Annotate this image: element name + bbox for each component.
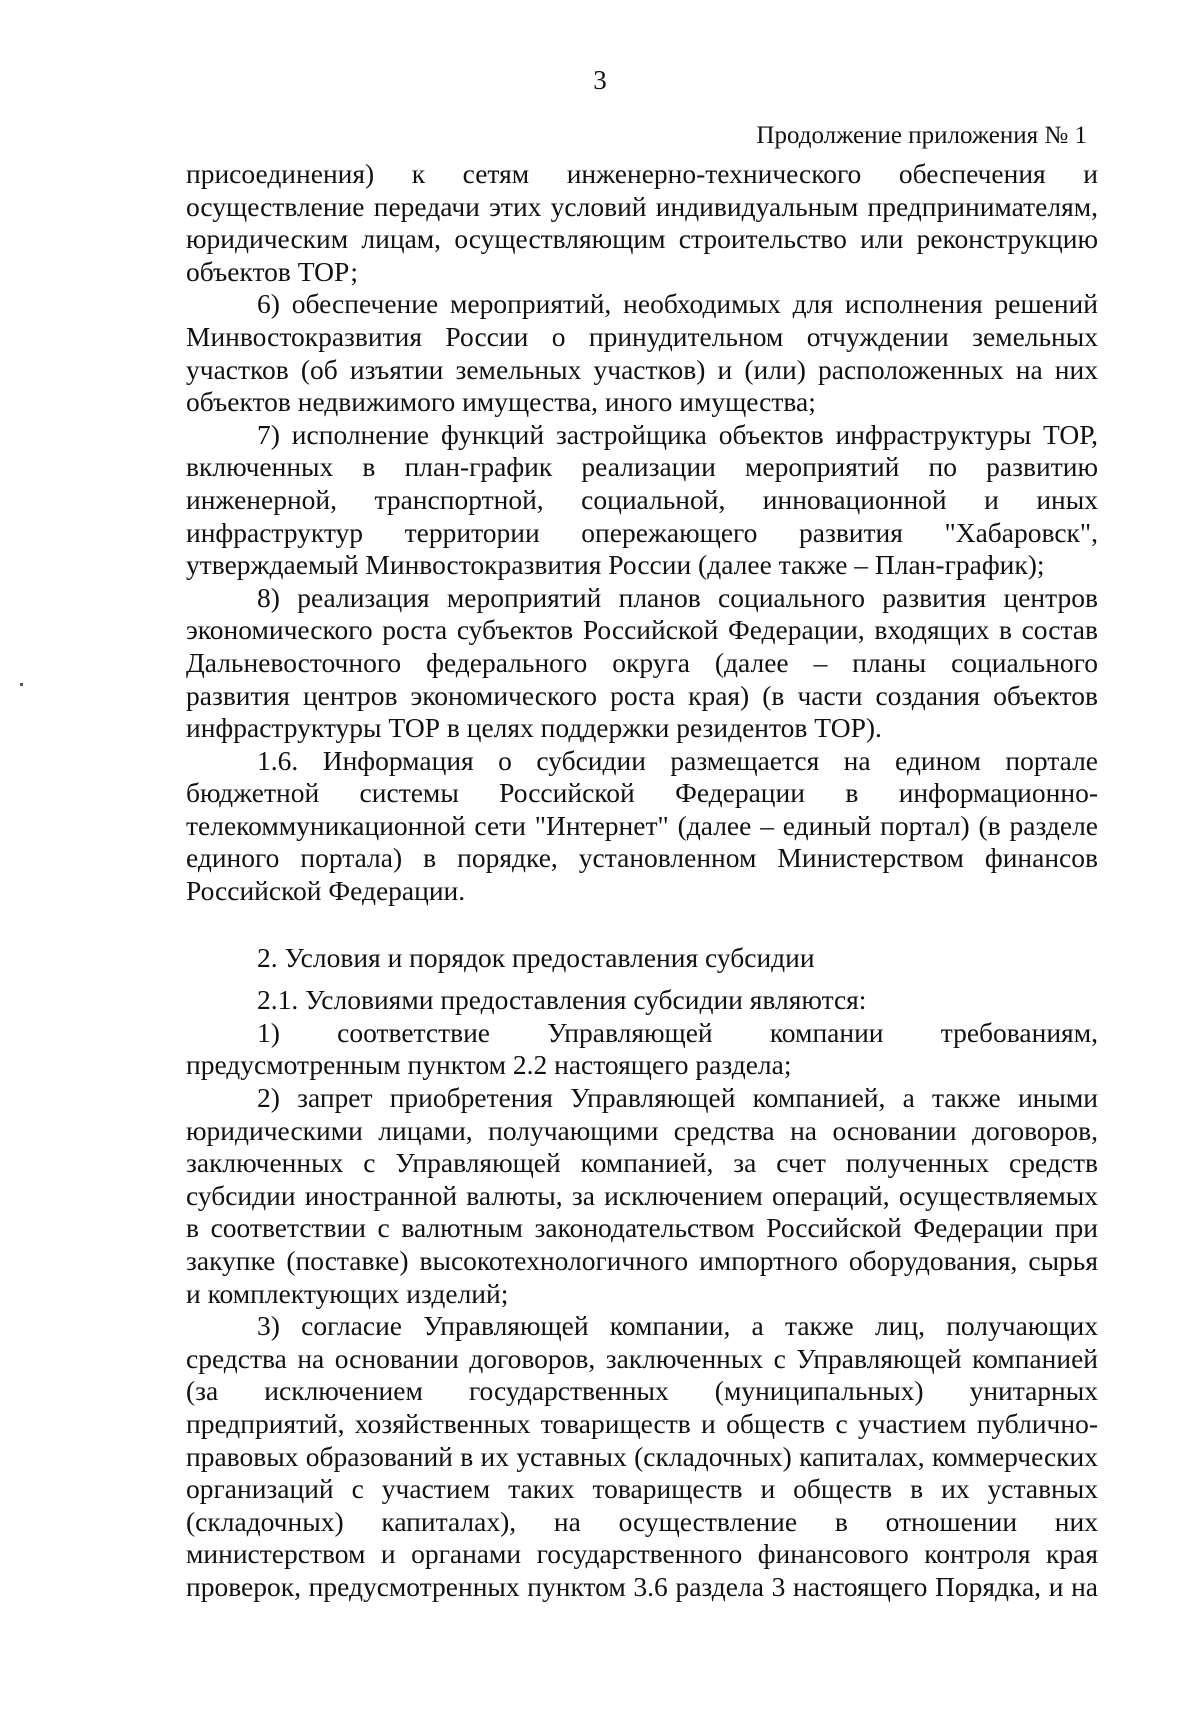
paragraph-2-1: 2.1. Условиями предоставления субсидии являются: (257, 984, 867, 1016)
paragraph-item-6: 6) обеспечение мероприятий, необходимых для исполнения решений Минвостокразвития России о принудительном отчуждении земельных участков (об изъятии земельных участков) и (или) расположенных на них объектов недвижимого имущества, иного имущества; (186, 288, 1098, 418)
paragraph-continuation: присоединения) к сетям инженерно-технического обеспечения и осуществление передачи этих условий индивидуальным предпринимателям, юридическим лицам, осуществляющим строительство или реконструкцию объектов ТОР; (186, 158, 1098, 287)
paragraph-2-1-item-3: 3) согласие Управляющей компании, а также лиц, получающих средства на основании договоров, заключенных с Управляющей компанией (за исключением государственных (муниципальных) унитарных предприятий, хозяйственных товариществ и обществ с участием публично-правовых образований в их уставных (складочных) капиталах, коммерческих организаций с участием таких товариществ и обществ в их уставных (складочных) капиталах), на осуществление в отношении них министерством и органами государственного финансового контроля края проверок, предусмотренных пунктом 3.6 раздела 3 настоящего Порядка, и на (186, 1310, 1098, 1602)
paragraph-2-1-item-2: 2) запрет приобретения Управляющей компанией, а также иными юридическими лицами, получающими средства на основании договоров, заключенных с Управляющей компанией, за счет полученных средств субсидии иностранной валюты, за исключением операций, осуществляемых в соответствии с валютным законодательством Российской Федерации при закупке (поставке) высокотехнологичного импортного оборудования, сырья и комплектующих изделий; (186, 1082, 1098, 1309)
paragraph-item-7: 7) исполнение функций застройщика объектов инфраструктуры ТОР, включенных в план-график реализации мероприятий по развитию инженерной, транспортной, социальной, инновационной и иных инфраструктур территории опережающего развития "Хабаровск", утверждаемый Минвостокразвития России (далее также – План-график); (186, 418, 1098, 581)
paragraph-1-6: 1.6. Информация о субсидии размещается на едином портале бюджетной системы Российской Федерации в информационно-телекоммуникационной сети "Интернет" (далее – единый портал) (в разделе единого портала) в порядке, установленном Министерством финансов Российской Федерации. (186, 744, 1098, 907)
paragraph-2-1-item-1: 1) соответствие Управляющей компании требованиям, предусмотренным пунктом 2.2 настоящего раздела; (186, 1016, 1098, 1081)
scan-speck (20, 683, 23, 686)
page-number: 3 (593, 65, 607, 95)
annex-label: Продолжение приложения № 1 (756, 122, 1087, 149)
paragraph-item-8: 8) реализация мероприятий планов социального развития центров экономического роста субъектов Российской Федерации, входящих в состав Дальневосточного федерального округа (далее – планы социального развития центров экономического роста края) (в части создания объектов инфраструктуры ТОР в целях поддержки резидентов ТОР). (186, 581, 1098, 744)
document-body (186, 158, 1098, 1604)
section-2-heading: 2. Условия и порядок предоставления субсидии (257, 941, 815, 973)
